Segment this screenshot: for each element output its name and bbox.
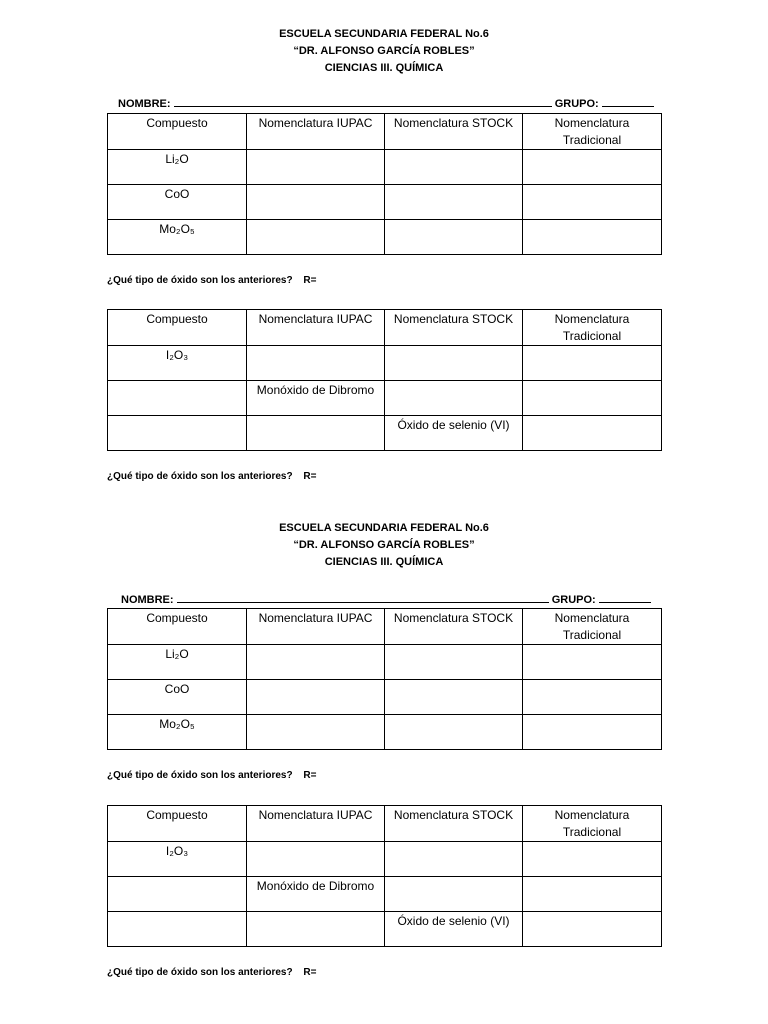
table-cell[interactable] bbox=[523, 150, 662, 185]
table-cell-text: Monóxido de Dibromo bbox=[256, 879, 375, 893]
column-header bbox=[247, 310, 385, 346]
table-cell-text bbox=[389, 220, 518, 221]
table-cell-text: Mo₂O₅ bbox=[159, 717, 195, 731]
table-cell-text bbox=[527, 185, 657, 186]
column-header-text: Nomenclatura Tradicional bbox=[554, 808, 630, 839]
column-header-text: Compuesto bbox=[146, 116, 208, 130]
table-cell[interactable] bbox=[523, 877, 662, 912]
column-header bbox=[523, 114, 662, 150]
oxide-table-a bbox=[107, 608, 662, 750]
oxide-table-b bbox=[107, 805, 662, 947]
table-cell-text bbox=[251, 346, 380, 347]
column-header bbox=[523, 806, 662, 842]
table-cell-text bbox=[112, 381, 242, 382]
column-header bbox=[247, 806, 385, 842]
table-row bbox=[108, 416, 662, 451]
question-text: ¿Qué tipo de óxido son los anteriores? bbox=[107, 770, 293, 781]
question bbox=[107, 274, 316, 288]
table-cell-text bbox=[389, 877, 518, 878]
table-cell-text: Mo₂O₅ bbox=[159, 222, 195, 236]
table-row bbox=[108, 877, 662, 912]
question-text: ¿Qué tipo de óxido son los anteriores? bbox=[107, 967, 293, 978]
table-cell[interactable] bbox=[108, 912, 247, 947]
table-cell-text: Óxido de selenio (VI) bbox=[397, 914, 510, 928]
column-header bbox=[247, 609, 385, 645]
table-cell-text: CoO bbox=[164, 187, 190, 201]
table-cell[interactable] bbox=[247, 680, 385, 715]
table-cell[interactable] bbox=[108, 842, 247, 877]
column-header-text: Nomenclatura IUPAC bbox=[258, 116, 373, 130]
table-cell-text bbox=[251, 220, 380, 221]
table-cell[interactable] bbox=[247, 877, 385, 912]
table-cell[interactable] bbox=[523, 912, 662, 947]
nombre-field[interactable] bbox=[174, 96, 552, 107]
school-header bbox=[0, 520, 768, 571]
table-row bbox=[108, 912, 662, 947]
table-cell-text bbox=[389, 346, 518, 347]
column-header-text: Nomenclatura Tradicional bbox=[554, 312, 630, 343]
table-cell[interactable] bbox=[108, 381, 247, 416]
table-cell[interactable] bbox=[385, 185, 523, 220]
table-cell-text bbox=[251, 150, 380, 151]
table-cell[interactable] bbox=[523, 220, 662, 255]
school-name: ESCUELA SECUNDARIA FEDERAL No.6 bbox=[279, 522, 489, 534]
table-cell[interactable] bbox=[108, 220, 247, 255]
table-header-row bbox=[108, 806, 662, 842]
table-cell-text: Monóxido de Dibromo bbox=[256, 383, 375, 397]
column-header-text: Nomenclatura IUPAC bbox=[258, 808, 373, 822]
column-header bbox=[108, 609, 247, 645]
column-header bbox=[385, 114, 523, 150]
table-cell-text bbox=[527, 842, 657, 843]
table-row bbox=[108, 842, 662, 877]
table-cell-text: I₂O₃ bbox=[165, 348, 189, 362]
table-cell[interactable] bbox=[523, 381, 662, 416]
table-cell-text bbox=[112, 912, 242, 913]
table-cell[interactable] bbox=[108, 877, 247, 912]
answer-label: R= bbox=[303, 770, 317, 781]
table-header-row bbox=[108, 310, 662, 346]
column-header bbox=[108, 114, 247, 150]
oxide-table-b bbox=[107, 309, 662, 451]
table-cell-text bbox=[389, 381, 518, 382]
table-cell-text bbox=[251, 680, 380, 681]
table-cell-text bbox=[527, 877, 657, 878]
answer-label: R= bbox=[303, 967, 317, 978]
column-header bbox=[247, 114, 385, 150]
table-cell[interactable] bbox=[247, 381, 385, 416]
table-cell[interactable] bbox=[108, 645, 247, 680]
answer-label: R= bbox=[303, 471, 317, 482]
table-cell[interactable] bbox=[247, 185, 385, 220]
column-header bbox=[523, 609, 662, 645]
table-cell-text bbox=[251, 842, 380, 843]
table-row bbox=[108, 185, 662, 220]
grupo-field[interactable] bbox=[599, 592, 651, 603]
table-cell[interactable] bbox=[247, 346, 385, 381]
course-name: CIENCIAS III. QUÍMICA bbox=[324, 62, 444, 74]
nombre-label: NOMBRE: bbox=[121, 594, 174, 606]
table-cell[interactable] bbox=[523, 715, 662, 750]
table-header-row bbox=[108, 114, 662, 150]
table-cell[interactable] bbox=[385, 150, 523, 185]
table-cell-text: Óxido de selenio (VI) bbox=[397, 418, 510, 432]
table-row bbox=[108, 680, 662, 715]
column-header bbox=[385, 806, 523, 842]
table-cell[interactable] bbox=[108, 715, 247, 750]
column-header-text: Nomenclatura STOCK bbox=[393, 116, 514, 130]
table-cell[interactable] bbox=[523, 185, 662, 220]
column-header bbox=[385, 609, 523, 645]
table-cell-text: Li₂O bbox=[165, 647, 189, 661]
column-header-text: Compuesto bbox=[146, 611, 208, 625]
table-cell[interactable] bbox=[247, 150, 385, 185]
column-header-text: Compuesto bbox=[146, 312, 208, 326]
column-header-text: Nomenclatura STOCK bbox=[393, 312, 514, 326]
table-cell-text bbox=[389, 715, 518, 716]
table-cell[interactable] bbox=[247, 416, 385, 451]
table-header-row bbox=[108, 609, 662, 645]
table-row bbox=[108, 645, 662, 680]
table-cell-text bbox=[251, 185, 380, 186]
table-cell-text bbox=[251, 715, 380, 716]
table-cell[interactable] bbox=[247, 912, 385, 947]
column-header-text: Nomenclatura STOCK bbox=[393, 808, 514, 822]
column-header bbox=[108, 310, 247, 346]
table-cell[interactable] bbox=[523, 346, 662, 381]
table-cell-text bbox=[251, 912, 380, 913]
table-cell-text bbox=[389, 680, 518, 681]
table-row bbox=[108, 346, 662, 381]
column-header bbox=[108, 806, 247, 842]
table-cell[interactable] bbox=[108, 185, 247, 220]
table-cell[interactable] bbox=[108, 150, 247, 185]
table-cell[interactable] bbox=[247, 715, 385, 750]
table-cell[interactable] bbox=[523, 842, 662, 877]
table-cell[interactable] bbox=[385, 416, 523, 451]
column-header bbox=[385, 310, 523, 346]
grupo-label: GRUPO: bbox=[554, 98, 599, 110]
nombre-field[interactable] bbox=[177, 592, 549, 603]
column-header-text: Nomenclatura IUPAC bbox=[258, 611, 373, 625]
question-text: ¿Qué tipo de óxido son los anteriores? bbox=[107, 275, 293, 286]
column-header-text: Nomenclatura Tradicional bbox=[554, 611, 630, 642]
table-cell-text bbox=[112, 416, 242, 417]
table-cell[interactable] bbox=[523, 416, 662, 451]
column-header-text: Compuesto bbox=[146, 808, 208, 822]
question bbox=[107, 470, 316, 484]
table-cell-text bbox=[527, 381, 657, 382]
table-cell[interactable] bbox=[385, 346, 523, 381]
table-cell-text bbox=[389, 842, 518, 843]
table-cell[interactable] bbox=[385, 842, 523, 877]
table-row bbox=[108, 150, 662, 185]
table-cell-text: CoO bbox=[164, 682, 190, 696]
table-row bbox=[108, 381, 662, 416]
table-cell-text bbox=[527, 715, 657, 716]
question-text: ¿Qué tipo de óxido son los anteriores? bbox=[107, 471, 293, 482]
school-honoree: “DR. ALFONSO GARCÍA ROBLES” bbox=[293, 45, 475, 57]
column-header-text: Nomenclatura Tradicional bbox=[554, 116, 630, 147]
table-cell-text bbox=[251, 645, 380, 646]
table-cell[interactable] bbox=[247, 645, 385, 680]
column-header bbox=[523, 310, 662, 346]
answer-label: R= bbox=[303, 275, 317, 286]
table-cell-text bbox=[251, 416, 380, 417]
question bbox=[107, 769, 316, 783]
name-group-line bbox=[121, 592, 651, 607]
table-row bbox=[108, 715, 662, 750]
table-cell-text: Li₂O bbox=[165, 152, 189, 166]
table-cell[interactable] bbox=[385, 912, 523, 947]
grupo-label: GRUPO: bbox=[551, 594, 596, 606]
table-cell[interactable] bbox=[108, 416, 247, 451]
table-cell[interactable] bbox=[385, 220, 523, 255]
school-honoree: “DR. ALFONSO GARCÍA ROBLES” bbox=[293, 539, 475, 551]
table-cell-text bbox=[389, 645, 518, 646]
table-cell-text bbox=[527, 346, 657, 347]
table-cell-text bbox=[527, 912, 657, 913]
table-cell[interactable] bbox=[247, 220, 385, 255]
question bbox=[107, 966, 316, 980]
table-cell[interactable] bbox=[247, 842, 385, 877]
table-cell-text bbox=[389, 185, 518, 186]
school-name: ESCUELA SECUNDARIA FEDERAL No.6 bbox=[279, 28, 489, 40]
table-cell-text bbox=[389, 150, 518, 151]
table-cell[interactable] bbox=[108, 680, 247, 715]
table-cell-text bbox=[527, 220, 657, 221]
table-cell-text bbox=[527, 416, 657, 417]
table-cell-text bbox=[527, 645, 657, 646]
table-cell[interactable] bbox=[385, 381, 523, 416]
table-cell[interactable] bbox=[523, 680, 662, 715]
table-cell[interactable] bbox=[385, 645, 523, 680]
course-name: CIENCIAS III. QUÍMICA bbox=[324, 556, 444, 568]
table-cell[interactable] bbox=[385, 877, 523, 912]
grupo-field[interactable] bbox=[602, 96, 654, 107]
table-cell[interactable] bbox=[385, 715, 523, 750]
table-cell-text bbox=[527, 680, 657, 681]
name-group-line bbox=[118, 96, 654, 111]
table-cell[interactable] bbox=[108, 346, 247, 381]
nombre-label: NOMBRE: bbox=[118, 98, 171, 110]
table-row bbox=[108, 220, 662, 255]
table-cell-text: I₂O₃ bbox=[165, 844, 189, 858]
table-cell-text bbox=[527, 150, 657, 151]
column-header-text: Nomenclatura IUPAC bbox=[258, 312, 373, 326]
table-cell[interactable] bbox=[523, 645, 662, 680]
table-cell-text bbox=[112, 877, 242, 878]
school-header bbox=[0, 26, 768, 77]
table-cell[interactable] bbox=[385, 680, 523, 715]
column-header-text: Nomenclatura STOCK bbox=[393, 611, 514, 625]
oxide-table-a bbox=[107, 113, 662, 255]
